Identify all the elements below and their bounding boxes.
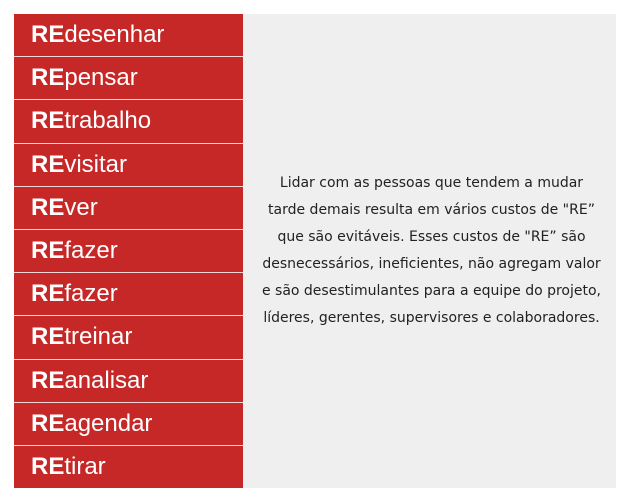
word-suffix: tirar: [64, 452, 106, 480]
re-prefix: RE: [31, 237, 65, 265]
word-suffix: pensar: [64, 64, 138, 92]
word-suffix: desenhar: [64, 21, 165, 49]
list-item-retreinar: [14, 316, 243, 359]
re-prefix: RE: [31, 409, 65, 437]
re-prefix: RE: [31, 193, 65, 221]
list-item-retirar: [14, 446, 243, 488]
description-text: Lidar com as pessoas que tendem a mudar tarde demais resulta em vários custos de "RE” que são evitáveis. Esses custos de "RE” são desnecessários, ineficientes, não agregam valor e são desestimulantes para a equipe do projeto, líderes, gerentes, supervisores e colaboradores.: [261, 175, 602, 326]
word-suffix: visitar: [64, 150, 128, 178]
list-item-redesenhar: [14, 14, 243, 57]
word-suffix: fazer: [64, 237, 118, 265]
list-item-refazer: [14, 230, 243, 273]
word-suffix: analisar: [64, 366, 149, 394]
description-panel: [243, 14, 616, 488]
word-suffix: trabalho: [64, 107, 152, 135]
re-prefix: RE: [31, 452, 65, 480]
list-item-repensar: [14, 57, 243, 100]
list-item-reanalisar: [14, 360, 243, 403]
re-prefix: RE: [31, 323, 65, 351]
list-item-rever: [14, 187, 243, 230]
word-suffix: ver: [64, 193, 98, 221]
word-suffix: agendar: [64, 409, 153, 437]
word-suffix: treinar: [64, 323, 133, 351]
re-prefix: RE: [31, 366, 65, 394]
re-prefix: RE: [31, 21, 65, 49]
list-item-refazer-2: [14, 273, 243, 316]
re-prefix: RE: [31, 280, 65, 308]
re-prefix: RE: [31, 64, 65, 92]
list-item-retrabalho: [14, 100, 243, 143]
re-words-list: [14, 14, 243, 488]
list-item-reagendar: [14, 403, 243, 446]
re-costs-infographic: [14, 14, 616, 488]
re-prefix: RE: [31, 150, 65, 178]
re-prefix: RE: [31, 107, 65, 135]
list-item-revisitar: [14, 144, 243, 187]
word-suffix: fazer: [64, 280, 118, 308]
